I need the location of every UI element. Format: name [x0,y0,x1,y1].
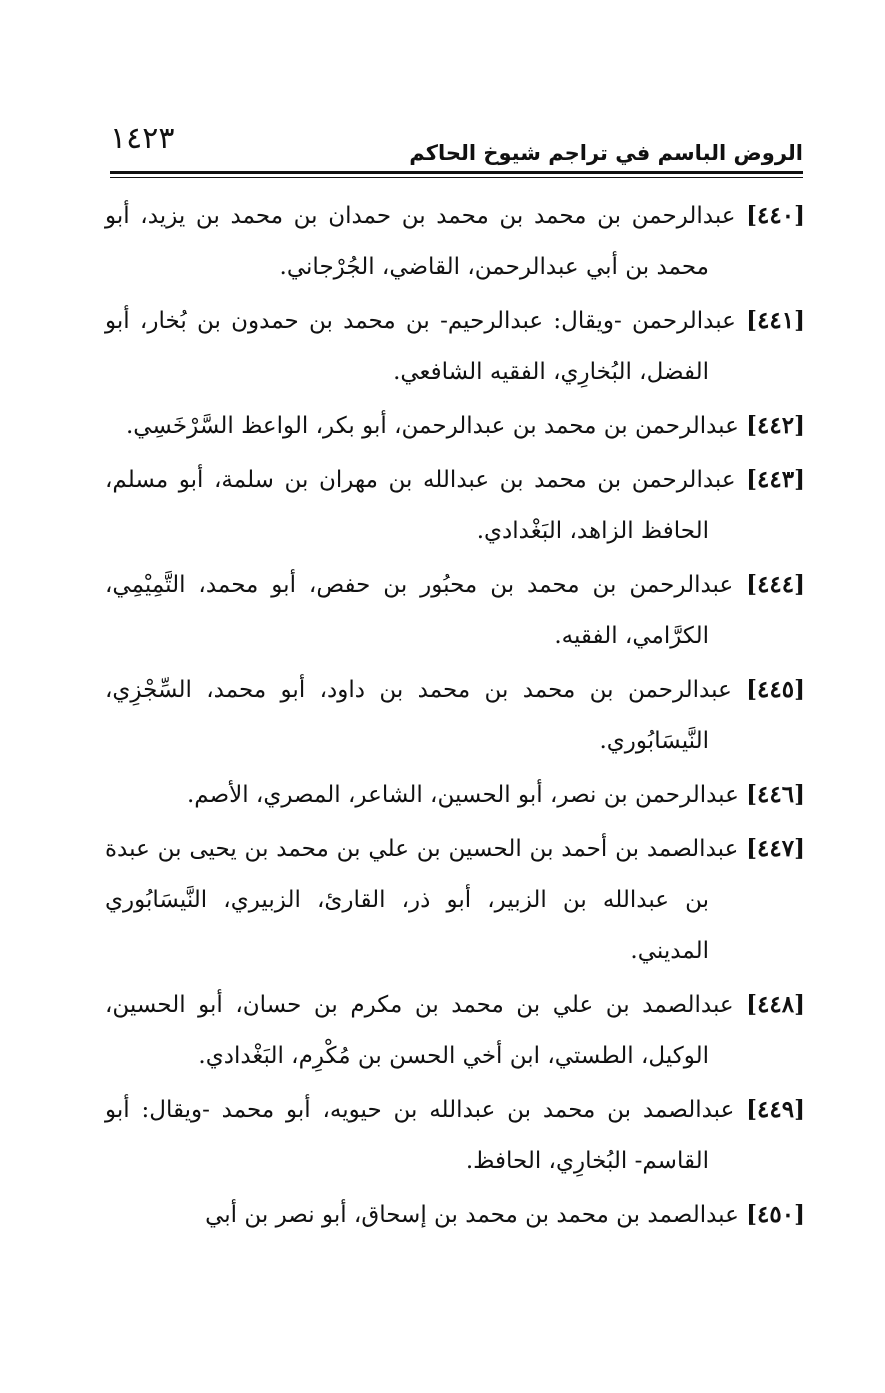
entry-text: عبدالرحمن -ويقال: عبدالرحيم- بن محمد بن حمدون بن بُخار، أبو الفضل، البُخارِي، الفقيه الشافعي. [105,308,736,385]
entry-447 [105,823,805,977]
entry-text: عبدالرحمن بن محمد بن محمد بن حمدان بن محمد بن يزيد، أبو محمد بن أبي عبدالرحمن، القاضي، الجُرْجاني. [105,203,736,280]
entry-text: عبدالرحمن بن نصر، أبو الحسين، الشاعر، المصري، الأصم. [186,782,739,808]
entry-450 [105,1189,805,1241]
entry-number: [٤٤٠] [746,202,805,229]
entry-number: [٤٤٦] [746,781,805,808]
entry-443 [105,454,805,557]
entry-445 [105,664,805,767]
entry-441 [105,295,805,398]
running-title: الروض الباسم في تراجم شيوخ الحاكم [409,141,803,165]
entry-446 [105,769,805,821]
entry-text: عبدالصمد بن محمد بن محمد بن إسحاق، أبو نصر بن أبي [205,1202,739,1228]
header-rule-thin [110,177,803,178]
entry-448 [105,979,805,1082]
entry-text: عبدالرحمن بن محمد بن عبدالله بن مهران بن سلمة، أبو مسلم، الحافظ الزاهد، البَغْدادي. [105,467,736,544]
entry-text: عبدالصمد بن علي بن محمد بن مكرم بن حسان، أبو الحسين، الوكيل، الطستي، ابن أخي الحسن بن مُكْرِم، البَغْدادي. [105,992,734,1069]
entry-442 [105,400,805,452]
entry-number: [٤٤٢] [746,412,805,439]
entry-text: عبدالصمد بن محمد بن عبدالله بن حيويه، أبو محمد -ويقال: أبو القاسم- البُخارِي، الحافظ. [105,1097,735,1174]
entry-444 [105,559,805,662]
page-number: ١٤٢٣ [110,121,175,156]
entry-440 [105,190,805,293]
entry-number: [٤٤٨] [746,991,806,1018]
entries-list [105,190,805,1243]
entry-text: عبدالرحمن بن محمد بن محبُور بن حفص، أبو محمد، التَّمِيْمِي، الكرَّامي، الفقيه. [105,572,734,649]
entry-text: عبدالصمد بن أحمد بن الحسين بن علي بن محمد بن يحيى بن عبدة بن عبدالله بن الزبير، أبو ذر، القارئ، الزبيري، النَّيسَابُوري المديني. [105,836,739,964]
entry-number: [٤٤٣] [746,466,805,493]
entry-449 [105,1084,805,1187]
page-header [110,120,803,170]
entry-number: [٤٤٤] [746,571,806,598]
entry-number: [٤٤٥] [746,676,805,703]
entry-number: [٤٤٩] [746,1096,805,1123]
entry-text: عبدالرحمن بن محمد بن محمد بن داود، أبو محمد، السِّجْزِي، النَّيسَابُوري. [105,677,732,754]
entry-number: [٤٤١] [746,307,806,334]
header-rule-thick [110,171,803,174]
entry-text: عبدالرحمن بن محمد بن عبدالرحمن، أبو بكر، الواعظ السَّرْخَسِي. [125,413,739,439]
entry-number: [٤٤٧] [746,835,805,862]
entry-number: [٤٥٠] [746,1201,805,1228]
